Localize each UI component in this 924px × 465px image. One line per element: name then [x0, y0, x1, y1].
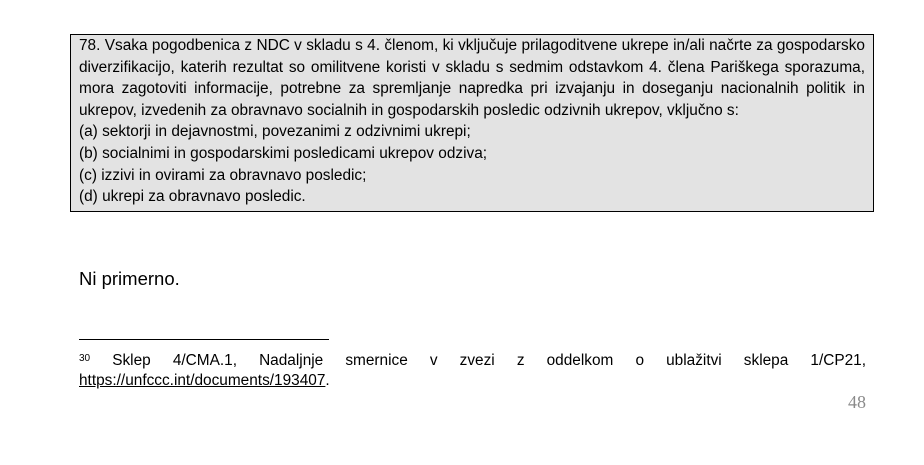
footnote-marker: 30 [79, 353, 91, 364]
list-item-d: (d) ukrepi za obravnavo posledic. [79, 188, 306, 206]
footnote-text: Sklep 4/CMA.1, Nadaljnje smernice v zvezi z oddelkom o ublažitvi sklepa 1/CP21, [90, 352, 866, 369]
footnote-30 [79, 351, 866, 390]
paragraph-78-text: 78. Vsaka pogodbenica z NDC v skladu s 4. členom, ki vključuje prilagoditvene ukrepe in/ali načrte za gospodarsko diverzifikacijo, katerih rezultat so omilitvene koristi v skladu s sedmim odstavkom 4. člena Pariškega sporazuma, mora zagotoviti informacije, potrebne za spremljanje napredka pri izvajanju in doseganju nacionalnih politik in ukrepov, izvedenih za obravnavo socialnih in gospodarskih posledic odzivnih ukrepov, vključno s: [79, 37, 865, 119]
example-note: Ni primerno. [79, 268, 180, 289]
footnote-trailing: . [325, 371, 330, 389]
list-item-b: (b) socialnimi in gospodarskimi posledicami ukrepov odziva; [79, 144, 488, 162]
list-item-a: (a) sektorji in dejavnostmi, povezanimi z odzivnimi ukrepi; [79, 123, 471, 141]
list-item-c: (c) izzivi in ovirami za obravnavo posledic; [79, 166, 367, 184]
footnote-separator [79, 339, 329, 340]
footnote-link[interactable]: https://unfccc.int/documents/193407 [79, 371, 326, 389]
paragraph-78-box [70, 34, 874, 212]
page-number: 48 [848, 392, 866, 412]
paragraph-78-list [79, 121, 865, 207]
